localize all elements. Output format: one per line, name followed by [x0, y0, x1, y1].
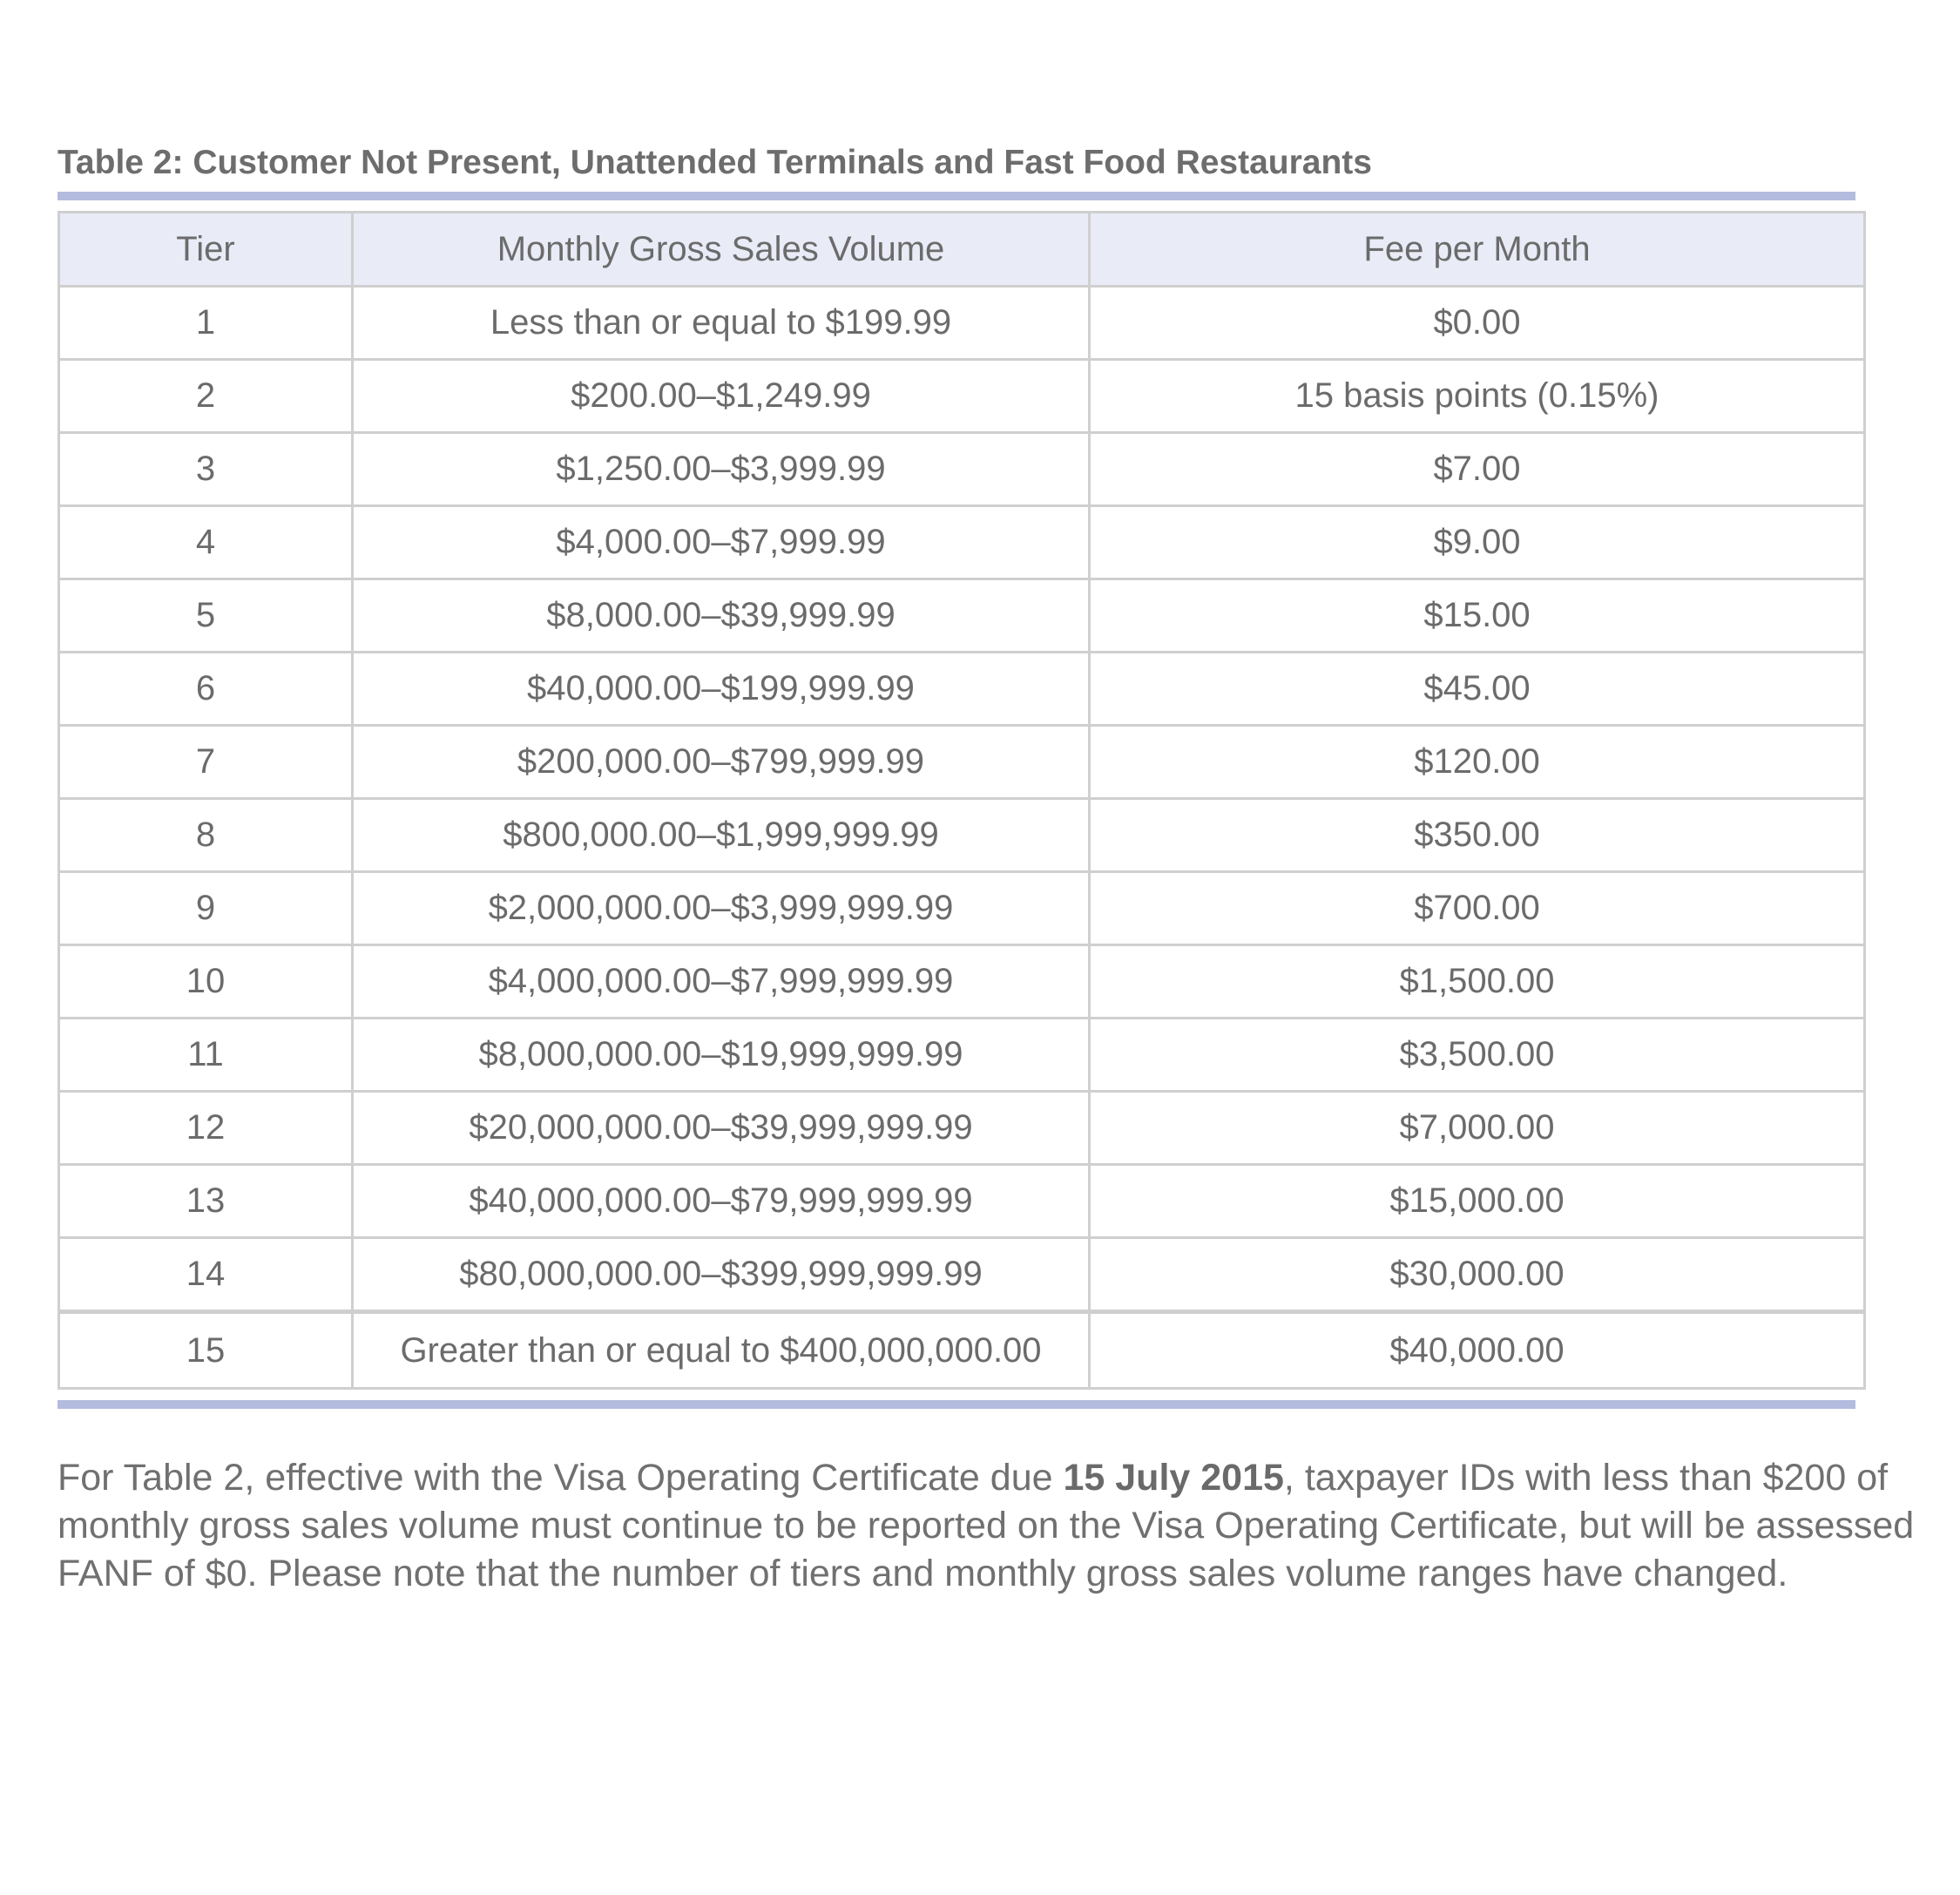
volume-cell: Less than or equal to $199.99 [353, 287, 1090, 360]
volume-cell: $40,000.00–$199,999.99 [353, 653, 1090, 726]
fee-cell: $120.00 [1090, 726, 1865, 799]
fee-cell: $45.00 [1090, 653, 1865, 726]
table-row [59, 872, 1865, 945]
volume-cell: $200,000.00–$799,999.99 [353, 726, 1090, 799]
table-row [59, 360, 1865, 433]
tier-cell: 2 [59, 360, 353, 433]
table-row [59, 799, 1865, 872]
tier-cell: 5 [59, 579, 353, 653]
volume-cell: $4,000,000.00–$7,999,999.99 [353, 945, 1090, 1019]
fee-cell: 15 basis points (0.15%) [1090, 360, 1865, 433]
header-volume: Monthly Gross Sales Volume [353, 213, 1090, 287]
document [57, 143, 1930, 1635]
tier-cell: 14 [59, 1238, 353, 1312]
volume-cell: $8,000.00–$39,999.99 [353, 579, 1090, 653]
fee-cell: $350.00 [1090, 799, 1865, 872]
tier-cell: 9 [59, 872, 353, 945]
table-title: Table 2: Customer Not Present, Unattended Terminals and Fast Food Restaurants [57, 144, 1372, 181]
tier-cell: 7 [59, 726, 353, 799]
note-date: 15 July 2015 [1063, 1457, 1284, 1499]
footnote-paragraph [57, 1454, 1930, 1598]
fee-cell: $15.00 [1090, 579, 1865, 653]
fee-cell: $1,500.00 [1090, 945, 1865, 1019]
tier-cell: 8 [59, 799, 353, 872]
fee-cell: $30,000.00 [1090, 1238, 1865, 1312]
table-row [59, 506, 1865, 579]
table-row [59, 287, 1865, 360]
tier-cell: 12 [59, 1092, 353, 1165]
header-fee: Fee per Month [1090, 213, 1865, 287]
volume-cell: $2,000,000.00–$3,999,999.99 [353, 872, 1090, 945]
fee-cell: $7,000.00 [1090, 1092, 1865, 1165]
volume-cell: $4,000.00–$7,999.99 [353, 506, 1090, 579]
tier-cell: 1 [59, 287, 353, 360]
table-row [59, 1238, 1865, 1312]
tier-cell: 15 [59, 1312, 353, 1389]
table-row [59, 1165, 1865, 1238]
note-text-start: For Table 2, effective with the Visa Operating Certificate due [57, 1457, 1064, 1499]
header-row [59, 213, 1865, 287]
table-row [59, 726, 1865, 799]
volume-cell: $40,000,000.00–$79,999,999.99 [353, 1165, 1090, 1238]
fee-cell: $15,000.00 [1090, 1165, 1865, 1238]
table-row [59, 1312, 1865, 1389]
table-row [59, 653, 1865, 726]
note-text-end: , taxpayer IDs with less than $200 of monthly gross sales volume must continue to be reported on the Visa Operating Certificate, but will be assessed FANF of $0. Please note that the number of tiers and monthly gross sales volume ranges have changed. [57, 1457, 1915, 1594]
volume-cell: $1,250.00–$3,999.99 [353, 433, 1090, 506]
volume-cell: $80,000,000.00–$399,999,999.99 [353, 1238, 1090, 1312]
tier-cell: 3 [59, 433, 353, 506]
volume-cell: $8,000,000.00–$19,999,999.99 [353, 1019, 1090, 1092]
table-row [59, 579, 1865, 653]
table-bottom-rule [57, 1400, 1855, 1409]
fee-table [57, 211, 1866, 1390]
tier-cell: 4 [59, 506, 353, 579]
header-tier: Tier [59, 213, 353, 287]
fee-cell: $700.00 [1090, 872, 1865, 945]
fee-cell: $3,500.00 [1090, 1019, 1865, 1092]
volume-cell: $200.00–$1,249.99 [353, 360, 1090, 433]
table-row [59, 1092, 1865, 1165]
fee-cell: $0.00 [1090, 287, 1865, 360]
table-row [59, 1019, 1865, 1092]
volume-cell: Greater than or equal to $400,000,000.00 [353, 1312, 1090, 1389]
fee-cell: $40,000.00 [1090, 1312, 1865, 1389]
fee-cell: $9.00 [1090, 506, 1865, 579]
fee-cell: $7.00 [1090, 433, 1865, 506]
tier-cell: 10 [59, 945, 353, 1019]
volume-cell: $800,000.00–$1,999,999.99 [353, 799, 1090, 872]
table-row [59, 945, 1865, 1019]
tier-cell: 13 [59, 1165, 353, 1238]
tier-cell: 11 [59, 1019, 353, 1092]
table-row [59, 433, 1865, 506]
title-rule [57, 192, 1855, 200]
volume-cell: $20,000,000.00–$39,999,999.99 [353, 1092, 1090, 1165]
tier-cell: 6 [59, 653, 353, 726]
